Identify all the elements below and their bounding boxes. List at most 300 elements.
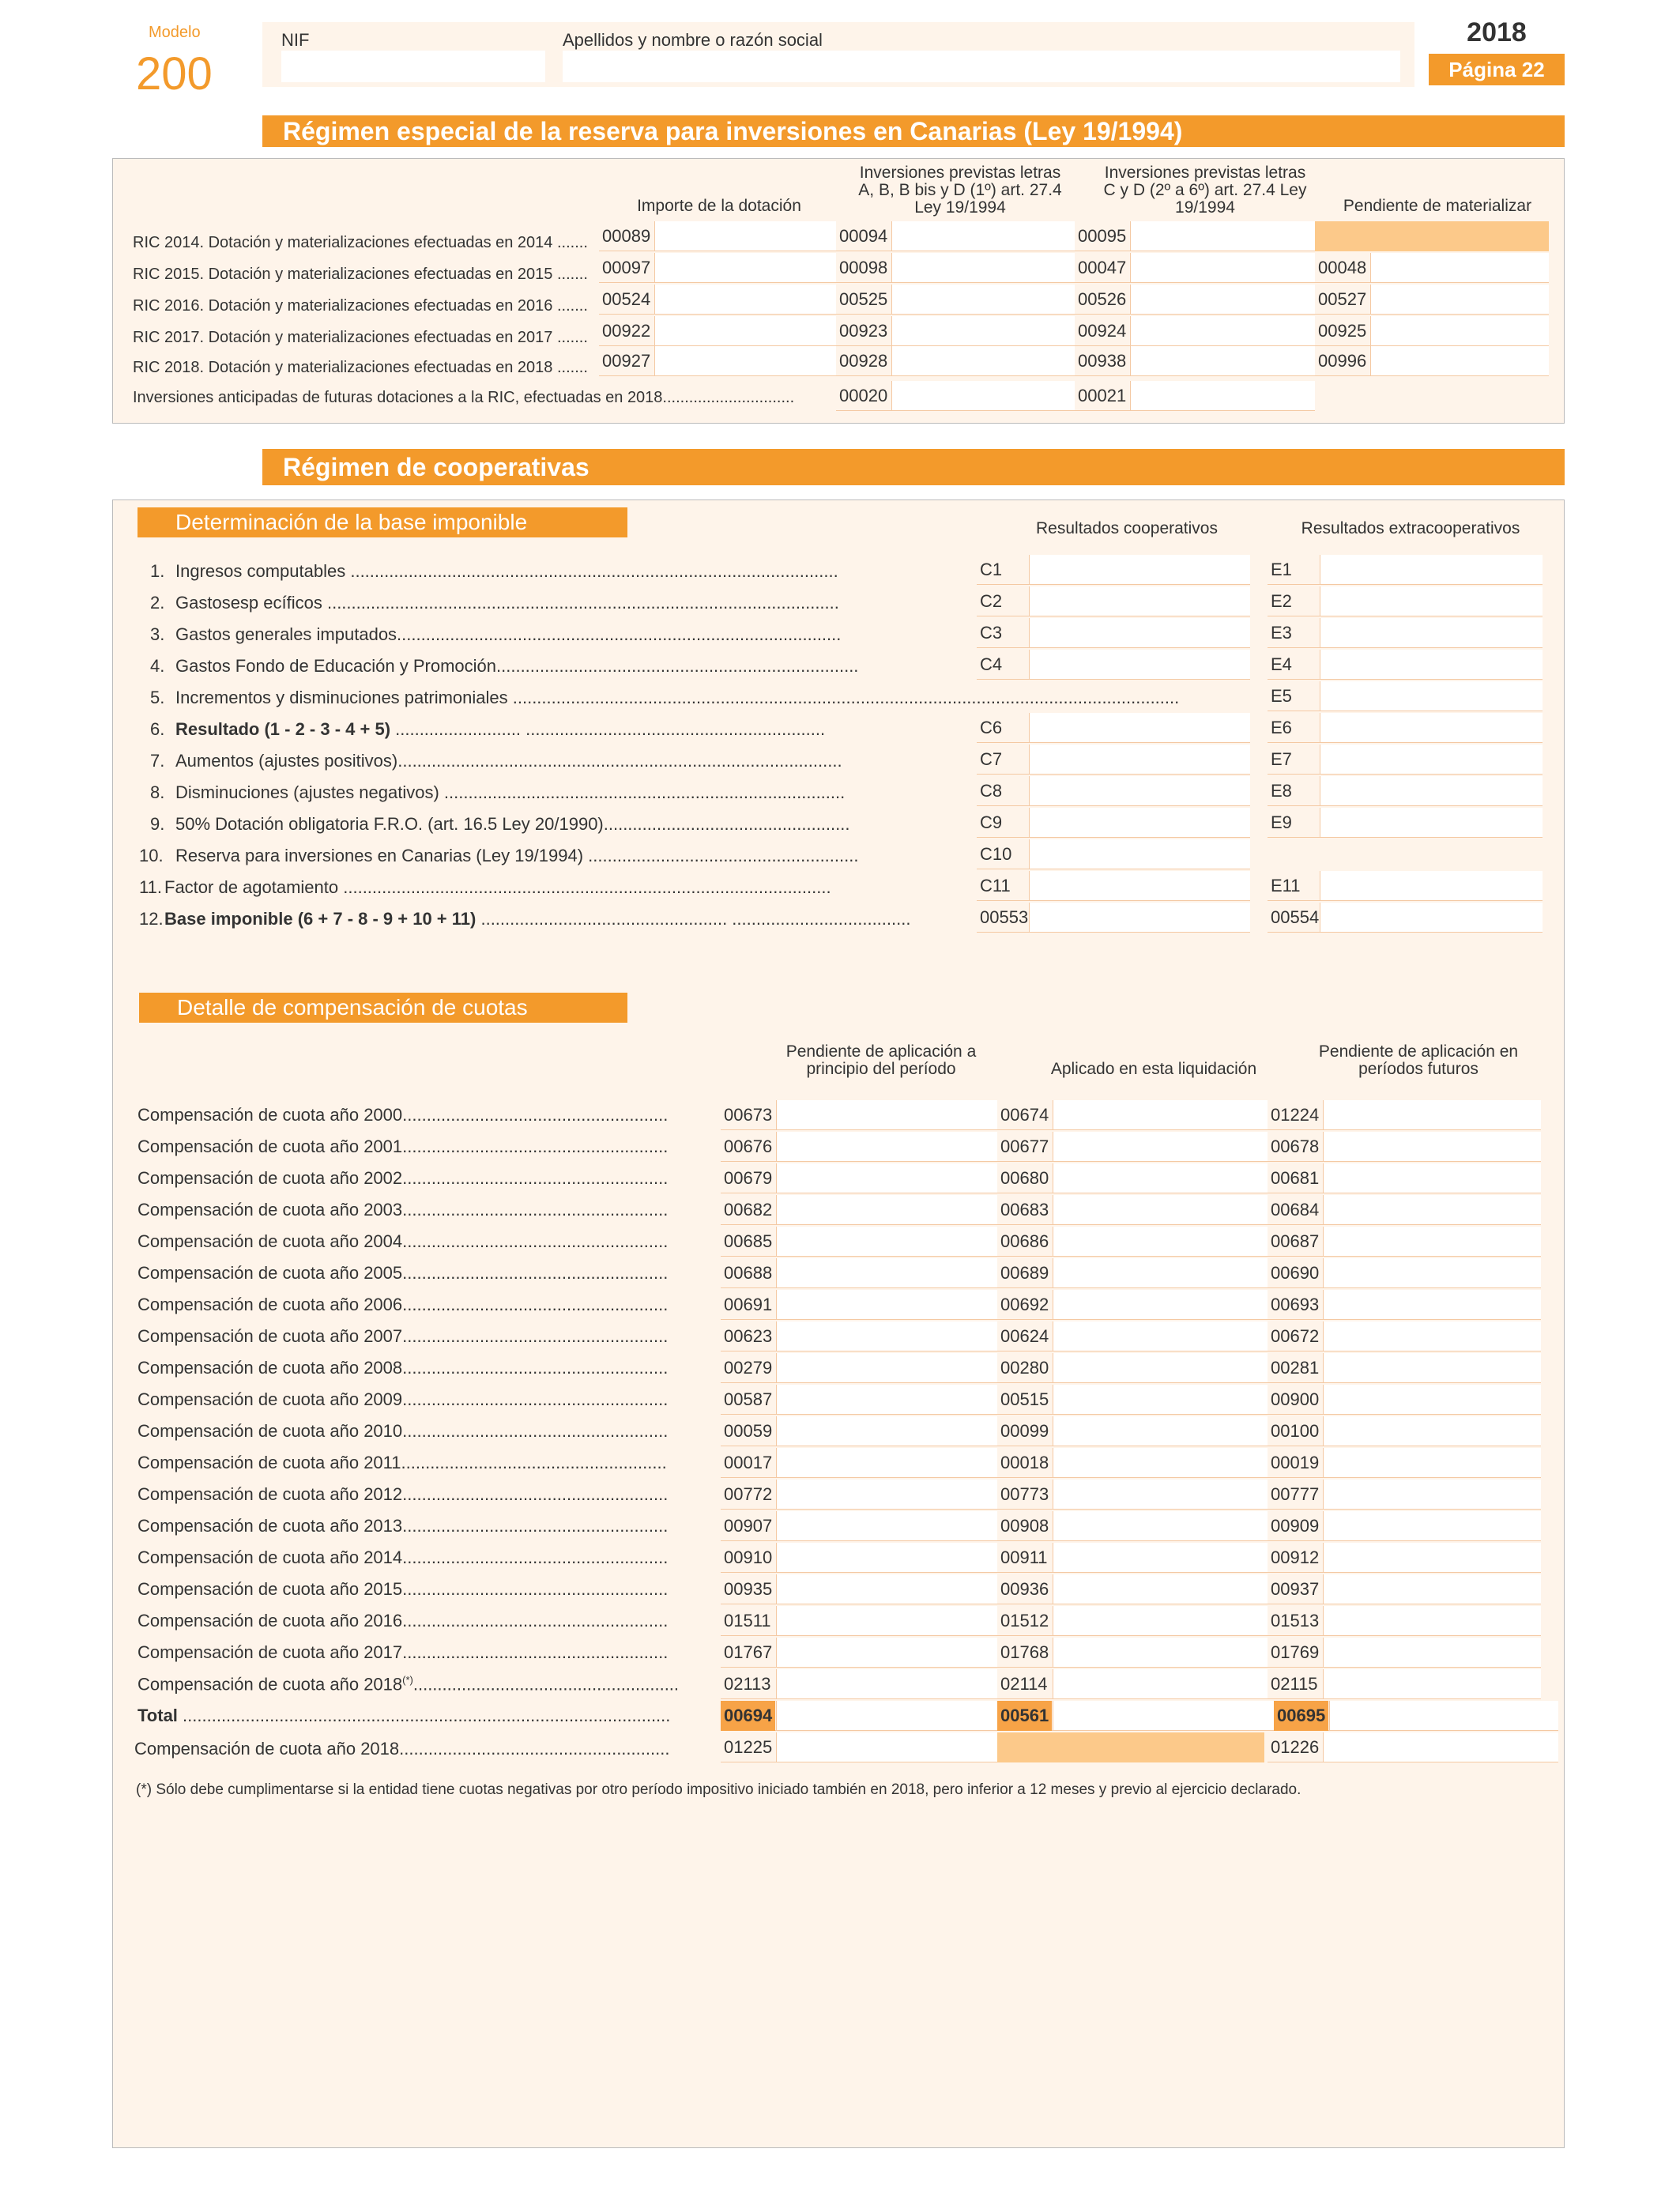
ric-row-label: RIC 2014. Dotación y materializaciones efectuadas en 2014 ....... bbox=[133, 234, 588, 251]
field-code: 00772 bbox=[724, 1484, 773, 1504]
field-code: 00936 bbox=[1000, 1579, 1049, 1599]
comp-field-pendiente-inicio[interactable] bbox=[721, 1353, 997, 1383]
base-title: Determinación de la base imponible bbox=[137, 507, 627, 537]
name-input[interactable] bbox=[563, 51, 1400, 82]
footnote-marker: (*) bbox=[402, 1674, 413, 1686]
dot-leader: ....................................................... bbox=[402, 1105, 669, 1125]
dot-leader: ................................................... ..................................... bbox=[476, 909, 911, 929]
field-code: E4 bbox=[1271, 654, 1292, 674]
extra-result-field[interactable] bbox=[1268, 618, 1543, 648]
comp-row-label bbox=[137, 1453, 667, 1473]
comp-field-pendiente-futuro[interactable] bbox=[1268, 1511, 1541, 1541]
coop-result-field[interactable] bbox=[977, 555, 1250, 585]
field-code: 00908 bbox=[1000, 1516, 1049, 1536]
base-row-number: 2. bbox=[150, 593, 165, 613]
base-row-label-text: Aumentos (ajustes positivos)............................................................................................ bbox=[175, 751, 842, 771]
comp-row-label bbox=[137, 1579, 668, 1600]
nif-input[interactable] bbox=[281, 51, 545, 82]
dot-leader: ....................................................... bbox=[401, 1453, 667, 1472]
comp-field-pendiente-futuro[interactable] bbox=[1268, 1321, 1541, 1351]
coop-result-field[interactable] bbox=[977, 586, 1250, 616]
comp-field-aplicado[interactable] bbox=[997, 1258, 1268, 1288]
ric-field-inv-ab[interactable] bbox=[836, 253, 1075, 283]
comp-row-label-text: Compensación de cuota año 2015 bbox=[137, 1579, 403, 1599]
comp-row-label bbox=[137, 1516, 668, 1536]
base-row-label-text: Reserva para inversiones en Canarias (Ley 19/1994) ........................................................ bbox=[175, 846, 859, 865]
comp-field-pendiente-futuro[interactable] bbox=[1268, 1385, 1541, 1415]
comp-title: Detalle de compensación de cuotas bbox=[139, 993, 627, 1023]
field-code: 00677 bbox=[1000, 1137, 1049, 1156]
comp-row-label bbox=[137, 1611, 668, 1631]
comp-field-pendiente-futuro[interactable] bbox=[1268, 1480, 1541, 1510]
comp-field-pendiente-inicio[interactable] bbox=[721, 1638, 997, 1668]
extra-result-field[interactable] bbox=[1268, 586, 1543, 616]
base-row-label bbox=[175, 624, 841, 645]
comp-field-pendiente-inicio[interactable] bbox=[721, 1606, 997, 1636]
dot-leader: ....................................................... bbox=[402, 1168, 669, 1188]
nif-label: NIF bbox=[281, 30, 310, 50]
ric-field-inv-cd[interactable] bbox=[1075, 285, 1315, 315]
field-code: 01767 bbox=[724, 1642, 773, 1662]
ric-row-label: RIC 2018. Dotación y materializaciones efectuadas en 2018 ....... bbox=[133, 359, 588, 376]
field-code: E6 bbox=[1271, 718, 1292, 737]
extra-result-field[interactable] bbox=[1268, 903, 1543, 933]
comp-row-label bbox=[137, 1642, 668, 1663]
comp-field-pendiente-inicio[interactable] bbox=[721, 1669, 997, 1699]
field-code: 00925 bbox=[1318, 321, 1367, 341]
field-code: 00674 bbox=[1000, 1105, 1049, 1125]
ric-field-inv-cd[interactable] bbox=[1075, 253, 1315, 283]
last-comp-label-text: Compensación de cuota año 2018 bbox=[134, 1739, 400, 1759]
field-code: 00938 bbox=[1078, 351, 1127, 371]
ric-title: Régimen especial de la reserva para inversiones en Canarias (Ley 19/1994) bbox=[262, 115, 1565, 147]
comp-field-aplicado[interactable] bbox=[997, 1100, 1268, 1130]
ric-field-inv-cd[interactable] bbox=[1075, 346, 1315, 376]
coop-result-field[interactable] bbox=[977, 839, 1250, 869]
comp-field-pendiente-inicio[interactable] bbox=[721, 1227, 997, 1257]
dot-leader: ....................................................... bbox=[402, 1263, 669, 1283]
field-code: 00928 bbox=[839, 351, 888, 371]
ric-field-dotacion[interactable] bbox=[599, 346, 836, 376]
ric-col2-header: Inversiones previstas letras A, B, B bis y D (1º) art. 27.4 Ley 19/1994 bbox=[858, 164, 1062, 217]
comp-field-pendiente-futuro[interactable] bbox=[1268, 1132, 1541, 1162]
base-row-number: 8. bbox=[150, 782, 165, 802]
base-row-number: 7. bbox=[150, 751, 165, 771]
comp-field-aplicado[interactable] bbox=[997, 1511, 1268, 1541]
comp-field-pendiente-futuro[interactable] bbox=[1268, 1606, 1541, 1636]
field-code: C6 bbox=[980, 718, 1003, 737]
field-code: E9 bbox=[1271, 812, 1292, 832]
ric-field-dotacion[interactable] bbox=[599, 285, 836, 315]
ric-field-inv-cd[interactable] bbox=[1075, 316, 1315, 346]
field-code: 00688 bbox=[724, 1263, 773, 1283]
field-code: 00692 bbox=[1000, 1295, 1049, 1314]
comp-field-pendiente-inicio[interactable] bbox=[721, 1258, 997, 1288]
extra-col-header: Resultados extracooperativos bbox=[1301, 519, 1520, 537]
field-code: 00094 bbox=[839, 226, 888, 246]
field-code: 00690 bbox=[1271, 1263, 1320, 1283]
dot-leader: ....................................................... bbox=[402, 1484, 669, 1504]
dot-leader: ....................................................... bbox=[402, 1200, 669, 1220]
base-row-number: 12. bbox=[139, 909, 164, 929]
comp-field-aplicado[interactable] bbox=[997, 1448, 1268, 1478]
field-code: 00681 bbox=[1271, 1168, 1320, 1188]
total-field-1[interactable] bbox=[721, 1701, 997, 1731]
base-row-number: 10. bbox=[139, 846, 164, 865]
ric-shaded-cell bbox=[1315, 221, 1549, 251]
base-row-label-text: Factor de agotamiento ..................................................................................................... bbox=[164, 877, 831, 897]
base-row-label-text: Gastos Fondo de Educación y Promoción........................................................................... bbox=[175, 656, 859, 676]
comp-field-pendiente-inicio[interactable] bbox=[721, 1163, 997, 1193]
last-comp-shaded bbox=[997, 1732, 1264, 1762]
comp-field-pendiente-futuro[interactable] bbox=[1268, 1574, 1541, 1604]
comp-field-aplicado[interactable] bbox=[997, 1638, 1268, 1668]
field-code: 00524 bbox=[602, 289, 651, 309]
base-row-label-text: Gastos generales imputados............................................................................................ bbox=[175, 624, 842, 644]
base-row-label-text: Base imponible (6 + 7 - 8 - 9 + 10 + 11) bbox=[164, 909, 477, 929]
field-code: 00020 bbox=[839, 386, 888, 405]
extra-result-field[interactable] bbox=[1268, 681, 1543, 711]
field-code: 00911 bbox=[1000, 1547, 1048, 1567]
field-code: 00685 bbox=[724, 1231, 773, 1251]
field-code: 00048 bbox=[1318, 258, 1367, 277]
dot-leader: ....................................................... bbox=[412, 1674, 680, 1695]
field-code: 02114 bbox=[1000, 1674, 1048, 1694]
comp-row-label-text: Compensación de cuota año 2006 bbox=[137, 1295, 403, 1314]
comp-row-label-text: Compensación de cuota año 2001 bbox=[137, 1137, 403, 1156]
ric-field-pendiente[interactable] bbox=[1315, 316, 1549, 346]
comp-row-label-text: Compensación de cuota año 2000 bbox=[137, 1105, 403, 1125]
field-code: 00695 bbox=[1274, 1701, 1328, 1731]
field-code: 01768 bbox=[1000, 1642, 1049, 1662]
field-code: C8 bbox=[980, 781, 1003, 801]
comp-field-pendiente-futuro[interactable] bbox=[1268, 1638, 1541, 1668]
comp-field-aplicado[interactable] bbox=[997, 1353, 1268, 1383]
field-code: 00553 bbox=[980, 907, 1029, 927]
field-code: 00773 bbox=[1000, 1484, 1049, 1504]
field-code: 00910 bbox=[724, 1547, 773, 1567]
field-code: 00923 bbox=[839, 321, 888, 341]
field-code: 00623 bbox=[724, 1326, 773, 1346]
comp-field-pendiente-futuro[interactable] bbox=[1268, 1416, 1541, 1446]
ric-field-pendiente[interactable] bbox=[1315, 285, 1549, 315]
last-comp-label: Compensación de cuota año 2018........................................................ bbox=[134, 1739, 670, 1759]
comp-field-pendiente-futuro[interactable] bbox=[1268, 1195, 1541, 1225]
ric-field-inv-ab[interactable] bbox=[836, 221, 1075, 251]
field-code: E1 bbox=[1271, 560, 1292, 579]
field-code: 00672 bbox=[1271, 1326, 1320, 1346]
base-row-number: 1. bbox=[150, 561, 165, 581]
field-code: C9 bbox=[980, 812, 1003, 832]
total-label: Total ..................................................................................................... bbox=[137, 1706, 671, 1725]
field-code: 00927 bbox=[602, 351, 651, 371]
field-code: 01513 bbox=[1271, 1611, 1320, 1630]
comp-field-aplicado[interactable] bbox=[997, 1480, 1268, 1510]
coop-result-field[interactable] bbox=[977, 903, 1250, 933]
field-code: C11 bbox=[980, 876, 1011, 895]
ric-field-inv-ab[interactable] bbox=[836, 346, 1075, 376]
comp-field-aplicado[interactable] bbox=[997, 1543, 1268, 1573]
comp-field-aplicado[interactable] bbox=[997, 1385, 1268, 1415]
ric-row-label: RIC 2015. Dotación y materializaciones efectuadas en 2015 ....... bbox=[133, 266, 588, 283]
comp-row-label bbox=[137, 1168, 668, 1189]
field-code: 00935 bbox=[724, 1579, 773, 1599]
field-code: 00907 bbox=[724, 1516, 773, 1536]
field-code: 00909 bbox=[1271, 1516, 1320, 1536]
extra-result-field[interactable] bbox=[1268, 650, 1543, 680]
dot-leader: ....................................................... bbox=[402, 1642, 669, 1662]
comp-field-pendiente-inicio[interactable] bbox=[721, 1416, 997, 1446]
dot-leader: ....................................................... bbox=[402, 1326, 669, 1346]
field-code: 00777 bbox=[1271, 1484, 1320, 1504]
modelo-number: 200 bbox=[136, 48, 213, 100]
comp-row-label bbox=[137, 1231, 668, 1252]
name-label: Apellidos y nombre o razón social bbox=[563, 30, 823, 50]
base-row-label bbox=[175, 561, 838, 582]
comp-field-aplicado[interactable] bbox=[997, 1606, 1268, 1636]
coop-result-field[interactable] bbox=[977, 776, 1250, 806]
ric-field-pendiente[interactable] bbox=[1315, 346, 1549, 376]
comp-field-pendiente-inicio[interactable] bbox=[721, 1385, 997, 1415]
comp-row-label-text: Compensación de cuota año 2010 bbox=[137, 1421, 403, 1441]
extra-result-field[interactable] bbox=[1268, 555, 1543, 585]
ric-anticipadas-field-2[interactable] bbox=[1075, 381, 1315, 411]
extra-result-field[interactable] bbox=[1268, 808, 1543, 838]
coop-result-field[interactable] bbox=[977, 808, 1250, 838]
comp-field-aplicado[interactable] bbox=[997, 1195, 1268, 1225]
comp-field-pendiente-inicio[interactable] bbox=[721, 1195, 997, 1225]
coop-title: Régimen de cooperativas bbox=[262, 449, 1565, 485]
comp-row-label bbox=[137, 1326, 668, 1347]
comp-row-label bbox=[137, 1295, 668, 1315]
field-code: 00587 bbox=[724, 1389, 773, 1409]
comp-row-label-text: Compensación de cuota año 2011 bbox=[137, 1453, 401, 1472]
base-row-label-text: Incrementos y disminuciones patrimoniales .......................................................................................................................................... bbox=[175, 688, 1180, 707]
comp-field-pendiente-inicio[interactable] bbox=[721, 1480, 997, 1510]
base-row-label bbox=[164, 909, 910, 929]
field-code: C1 bbox=[980, 560, 1003, 579]
comp-col3-header: Pendiente de aplicación en períodos futuros bbox=[1318, 1042, 1519, 1078]
dot-leader: ....................................................... bbox=[402, 1516, 669, 1536]
coop-result-field[interactable] bbox=[977, 618, 1250, 648]
ric-field-dotacion[interactable] bbox=[599, 253, 836, 283]
total-label-text: Total bbox=[137, 1706, 178, 1725]
field-code: 01769 bbox=[1271, 1642, 1320, 1662]
comp-row-label-text: Compensación de cuota año 2002 bbox=[137, 1168, 403, 1188]
ric-anticipadas-label: Inversiones anticipadas de futuras dotaciones a la RIC, efectuadas en 2018.............................. bbox=[133, 389, 795, 406]
comp-col1-header: Pendiente de aplicación a principio del período bbox=[785, 1042, 977, 1078]
field-code: 00018 bbox=[1000, 1453, 1049, 1472]
field-code: 00682 bbox=[724, 1200, 773, 1220]
base-row-label bbox=[175, 782, 845, 803]
comp-row-label bbox=[137, 1263, 668, 1284]
comp-row-label-text: Compensación de cuota año 2009 bbox=[137, 1389, 403, 1409]
comp-row-label bbox=[137, 1547, 668, 1568]
dot-leader: ....................................................... bbox=[402, 1579, 669, 1599]
field-code: 00279 bbox=[724, 1358, 773, 1378]
coop-col-header: Resultados cooperativos bbox=[1036, 519, 1218, 537]
comp-field-aplicado[interactable] bbox=[997, 1163, 1268, 1193]
field-code: 00554 bbox=[1271, 907, 1320, 927]
ric-field-dotacion[interactable] bbox=[599, 221, 836, 251]
ric-anticipadas-field-1[interactable] bbox=[836, 381, 1075, 411]
field-code: 00100 bbox=[1271, 1421, 1320, 1441]
comp-field-pendiente-futuro[interactable] bbox=[1268, 1669, 1541, 1699]
base-row-number: 6. bbox=[150, 719, 165, 739]
dot-leader: ....................................................... bbox=[402, 1137, 669, 1156]
comp-field-pendiente-inicio[interactable] bbox=[721, 1574, 997, 1604]
field-code: 00937 bbox=[1271, 1579, 1320, 1599]
comp-row-label bbox=[137, 1358, 668, 1378]
comp-field-pendiente-inicio[interactable] bbox=[721, 1543, 997, 1573]
dot-leader: ....................................................... bbox=[402, 1421, 669, 1441]
comp-row-label bbox=[137, 1484, 668, 1505]
base-row-label-text: Disminuciones (ajustes negativos) ................................................................................... bbox=[175, 782, 846, 802]
field-code: 01512 bbox=[1000, 1611, 1049, 1630]
field-code: 00059 bbox=[724, 1421, 773, 1441]
identification-panel bbox=[262, 22, 1414, 87]
dot-leader: ....................................................... bbox=[402, 1358, 669, 1378]
base-row-label bbox=[175, 593, 839, 613]
comp-field-pendiente-futuro[interactable] bbox=[1268, 1448, 1541, 1478]
extra-result-field[interactable] bbox=[1268, 745, 1543, 775]
ric-field-pendiente[interactable] bbox=[1315, 253, 1549, 283]
field-code: 01226 bbox=[1271, 1737, 1320, 1757]
comp-row-label-text: Compensación de cuota año 2003 bbox=[137, 1200, 403, 1220]
field-code: 00680 bbox=[1000, 1168, 1049, 1188]
comp-row-label-text: Compensación de cuota año 2005 bbox=[137, 1263, 403, 1283]
base-row-label bbox=[175, 751, 842, 771]
field-code: 00019 bbox=[1271, 1453, 1320, 1472]
field-code: 00912 bbox=[1271, 1547, 1320, 1567]
comp-field-aplicado[interactable] bbox=[997, 1227, 1268, 1257]
ric-col1-header: Importe de la dotación bbox=[637, 197, 801, 215]
base-row-label-text: Ingresos computables ..................................................................................................... bbox=[175, 561, 838, 581]
field-code: 00098 bbox=[839, 258, 888, 277]
comp-field-pendiente-inicio[interactable] bbox=[721, 1511, 997, 1541]
comp-field-pendiente-futuro[interactable] bbox=[1268, 1543, 1541, 1573]
base-row-number: 5. bbox=[150, 688, 165, 707]
comp-row-label-text: Compensación de cuota año 2016 bbox=[137, 1611, 403, 1630]
field-code: 00097 bbox=[602, 258, 651, 277]
coop-result-field[interactable] bbox=[977, 745, 1250, 775]
comp-field-pendiente-inicio[interactable] bbox=[721, 1448, 997, 1478]
field-code: 00099 bbox=[1000, 1421, 1049, 1441]
ric-field-dotacion[interactable] bbox=[599, 316, 836, 346]
coop-result-field[interactable] bbox=[977, 650, 1250, 680]
ric-field-inv-ab[interactable] bbox=[836, 285, 1075, 315]
field-code: 00527 bbox=[1318, 289, 1367, 309]
comp-row-label bbox=[137, 1137, 668, 1157]
comp-row-label bbox=[137, 1421, 668, 1442]
field-code: 01511 bbox=[724, 1611, 771, 1630]
comp-field-pendiente-futuro[interactable] bbox=[1268, 1227, 1541, 1257]
field-code: E8 bbox=[1271, 781, 1292, 801]
field-code: 00686 bbox=[1000, 1231, 1049, 1251]
dot-leader: ....................................................... bbox=[402, 1611, 669, 1630]
field-code: 00281 bbox=[1271, 1358, 1320, 1378]
field-code: 00691 bbox=[724, 1295, 773, 1314]
field-code: 00924 bbox=[1078, 321, 1127, 341]
comp-field-pendiente-futuro[interactable] bbox=[1268, 1100, 1541, 1130]
comp-field-aplicado[interactable] bbox=[997, 1574, 1268, 1604]
dot-leader: ....................................................... bbox=[402, 1295, 669, 1314]
total-field-2[interactable] bbox=[997, 1701, 1274, 1731]
comp-field-pendiente-futuro[interactable] bbox=[1268, 1353, 1541, 1383]
ric-row-label: RIC 2016. Dotación y materializaciones efectuadas en 2016 ....... bbox=[133, 297, 588, 315]
last-comp-field-1[interactable] bbox=[721, 1732, 997, 1762]
field-code: 00017 bbox=[724, 1453, 773, 1472]
dot-leader: ....................................................... bbox=[402, 1547, 669, 1567]
comp-field-aplicado[interactable] bbox=[997, 1321, 1268, 1351]
comp-field-pendiente-futuro[interactable] bbox=[1268, 1258, 1541, 1288]
ric-field-inv-cd[interactable] bbox=[1075, 221, 1315, 251]
field-code: 00561 bbox=[997, 1701, 1052, 1731]
field-code: 01225 bbox=[724, 1737, 773, 1757]
footnote: (*) Sólo debe cumplimentarse si la entidad tiene cuotas negativas por otro período impositivo iniciado también en 2018, pero inferior a 12 meses y previo al ejercicio declarado. bbox=[136, 1781, 1301, 1798]
field-code: 00922 bbox=[602, 321, 651, 341]
field-code: E3 bbox=[1271, 623, 1292, 643]
extra-result-field[interactable] bbox=[1268, 871, 1543, 901]
comp-row-label-text: Compensación de cuota año 2018 bbox=[137, 1674, 403, 1695]
comp-field-aplicado[interactable] bbox=[997, 1132, 1268, 1162]
comp-field-pendiente-inicio[interactable] bbox=[721, 1321, 997, 1351]
field-code: 00684 bbox=[1271, 1200, 1320, 1220]
ric-col3-header: Inversiones previstas letras C y D (2º a 6º) art. 27.4 Ley 19/1994 bbox=[1103, 164, 1307, 217]
coop-result-field[interactable] bbox=[977, 713, 1250, 743]
base-row-label bbox=[175, 814, 849, 835]
comp-field-pendiente-inicio[interactable] bbox=[721, 1132, 997, 1162]
comp-field-pendiente-inicio[interactable] bbox=[721, 1290, 997, 1320]
modelo-label: Modelo bbox=[149, 24, 201, 41]
field-code: E11 bbox=[1271, 876, 1301, 895]
ric-col4-header: Pendiente de materializar bbox=[1343, 197, 1532, 215]
ric-field-inv-ab[interactable] bbox=[836, 316, 1075, 346]
comp-row-label bbox=[137, 1200, 668, 1220]
field-code: 01224 bbox=[1271, 1105, 1320, 1125]
comp-field-pendiente-inicio[interactable] bbox=[721, 1100, 997, 1130]
last-comp-field-3[interactable] bbox=[1268, 1732, 1558, 1762]
comp-field-pendiente-futuro[interactable] bbox=[1268, 1163, 1541, 1193]
field-code: 00679 bbox=[724, 1168, 773, 1188]
field-code: 00676 bbox=[724, 1137, 773, 1156]
field-code: 00047 bbox=[1078, 258, 1127, 277]
comp-field-aplicado[interactable] bbox=[997, 1290, 1268, 1320]
field-code: 02115 bbox=[1271, 1674, 1318, 1694]
field-code: 00683 bbox=[1000, 1200, 1049, 1220]
field-code: 00678 bbox=[1271, 1137, 1320, 1156]
extra-result-field[interactable] bbox=[1268, 776, 1543, 806]
base-row-label bbox=[164, 877, 831, 898]
field-code: 00089 bbox=[602, 226, 651, 246]
comp-field-aplicado[interactable] bbox=[997, 1669, 1268, 1699]
base-row-label-text: Resultado (1 - 2 - 3 - 4 + 5) bbox=[175, 719, 391, 739]
comp-field-aplicado[interactable] bbox=[997, 1416, 1268, 1446]
field-code: C4 bbox=[980, 654, 1003, 674]
dot-leader: .......................... .............................................................. bbox=[390, 719, 826, 739]
field-code: C3 bbox=[980, 623, 1003, 643]
coop-result-field[interactable] bbox=[977, 871, 1250, 901]
total-field-3[interactable] bbox=[1274, 1701, 1558, 1731]
base-row-label-text: 50% Dotación obligatoria F.R.O. (art. 16.5 Ley 20/1990)................................................... bbox=[175, 814, 850, 834]
comp-row-label bbox=[137, 1389, 668, 1410]
field-code: E7 bbox=[1271, 749, 1292, 769]
base-row-label bbox=[175, 688, 1179, 708]
extra-result-field[interactable] bbox=[1268, 713, 1543, 743]
comp-field-pendiente-futuro[interactable] bbox=[1268, 1290, 1541, 1320]
base-row-label bbox=[175, 656, 858, 677]
comp-row-label-text: Compensación de cuota año 2008 bbox=[137, 1358, 403, 1378]
